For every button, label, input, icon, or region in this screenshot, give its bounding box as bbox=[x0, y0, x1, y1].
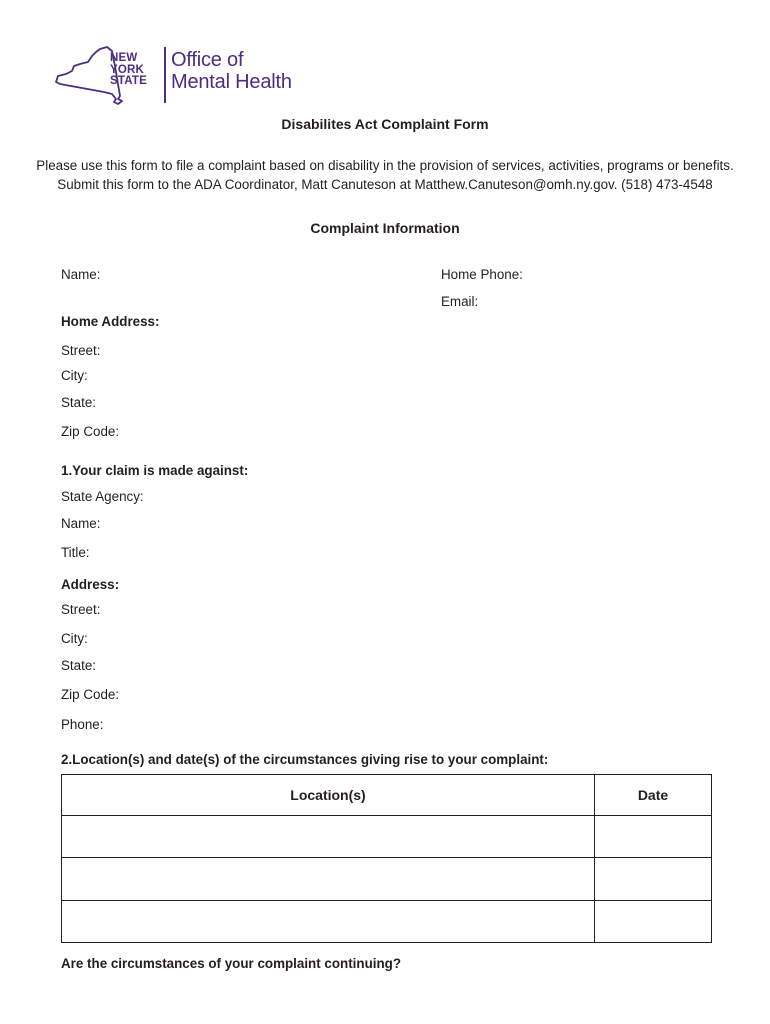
claim-street-label: Street: bbox=[61, 602, 101, 617]
home-phone-label: Home Phone: bbox=[441, 267, 523, 282]
claim-state-label: State: bbox=[61, 658, 96, 673]
office-name-logo: Office of Mental Health bbox=[171, 49, 292, 93]
name-label: Name: bbox=[61, 267, 101, 282]
logo-divider bbox=[164, 47, 166, 103]
new-york-state-outline-icon bbox=[52, 44, 164, 108]
date-cell[interactable] bbox=[595, 900, 712, 942]
location-date-table bbox=[61, 774, 712, 943]
table-row bbox=[62, 858, 712, 900]
location-heading: 2.Location(s) and date(s) of the circumstances giving rise to your complaint: bbox=[61, 752, 549, 767]
home-street-label: Street: bbox=[61, 343, 101, 358]
claim-name-label: Name: bbox=[61, 516, 101, 531]
home-city-label: City: bbox=[61, 368, 88, 383]
location-cell[interactable] bbox=[62, 816, 595, 858]
state-agency-label: State Agency: bbox=[61, 489, 144, 504]
complaint-info-heading: Complaint Information bbox=[310, 220, 460, 236]
date-cell[interactable] bbox=[595, 858, 712, 900]
home-zip-label: Zip Code: bbox=[61, 424, 120, 439]
location-cell[interactable] bbox=[62, 858, 595, 900]
claim-phone-label: Phone: bbox=[61, 717, 104, 732]
email-label: Email: bbox=[441, 294, 479, 309]
location-column-header: Location(s) bbox=[62, 775, 595, 816]
form-intro: Please use this form to file a complaint based on disability in the provision of services, activities, programs or benefits. Submit this form to the ADA Coordinator, Matt Canuteson at Matthew.Canuteson@omh.ny.gov. (518) 473-4548 bbox=[36, 158, 734, 192]
claim-zip-label: Zip Code: bbox=[61, 687, 120, 702]
continuing-question: Are the circumstances of your complaint continuing? bbox=[61, 956, 402, 971]
form-title: Disabilites Act Complaint Form bbox=[281, 116, 489, 132]
home-state-label: State: bbox=[61, 395, 96, 410]
date-cell[interactable] bbox=[595, 816, 712, 858]
table-header-row bbox=[62, 775, 712, 816]
table-row bbox=[62, 900, 712, 942]
claim-heading: 1.Your claim is made against: bbox=[61, 463, 249, 478]
claim-address-heading: Address: bbox=[61, 577, 120, 592]
state-logo-text: NEW YORK STATE bbox=[110, 52, 147, 87]
claim-city-label: City: bbox=[61, 631, 88, 646]
home-address-heading: Home Address: bbox=[61, 314, 160, 329]
date-column-header: Date bbox=[595, 775, 712, 816]
table-row bbox=[62, 816, 712, 858]
claim-title-label: Title: bbox=[61, 545, 90, 560]
location-cell[interactable] bbox=[62, 900, 595, 942]
